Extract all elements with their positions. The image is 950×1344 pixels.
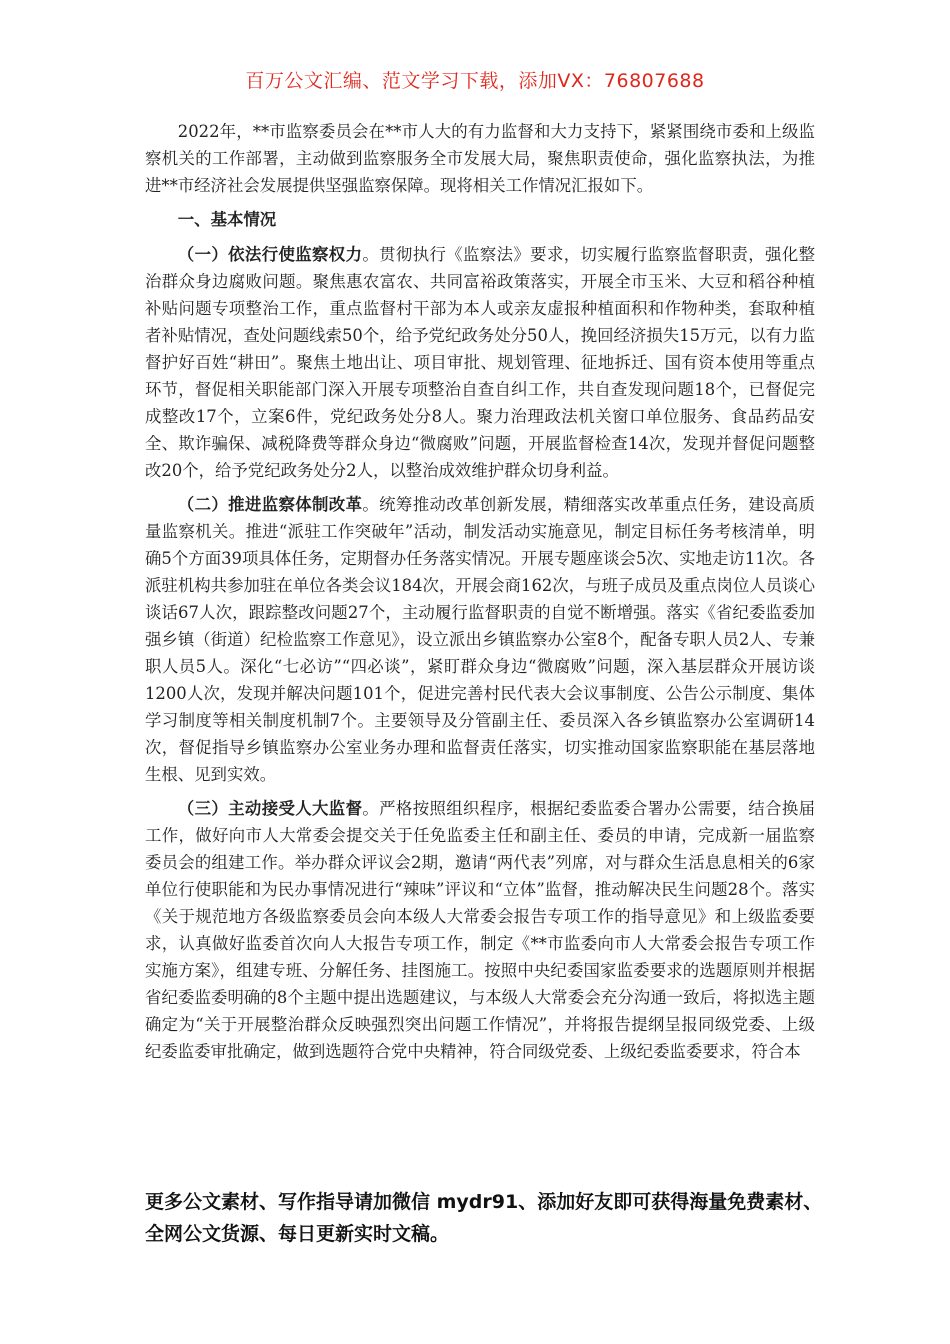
intro-paragraph: 2022年，**市监察委员会在**市人大的有力监督和大力支持下，紧紧围绕市委和上级监察机关的工作部署，主动做到监察服务全市发展大局，聚焦职责使命，强化监察执法，为推进**市经济社会发展提供坚强监察保障。现将相关工作情况汇报如下。 — [145, 122, 815, 195]
paragraph-item-1 — [145, 241, 815, 484]
item-title: （二）推进监察体制改革 — [177, 495, 363, 514]
header-banner: 百万公文汇编、范文学习下载，添加VX：76807688 — [245, 70, 705, 92]
item-text: 。统筹推动改革创新发展，精细落实改革重点任务，建设高质量监察机关。推进“派驻工作突破年”活动，制发活动实施意见，制定目标任务考核清单，明确5个方面39项具体任务，定期督办任务落实情况。开展专题座谈会5次、实地走访11次。各派驻机构共参加驻在单位各类会议184次，开展会商162次，与班子成员及重点岗位人员谈心谈话67人次，跟踪整改问题27个，主动履行监督职责的自觉不断增强。落实《省纪委监委加强乡镇（街道）纪检监察工作意见》，设立派出乡镇监察办公室8个，配备专职人员2人、专兼职人员5人。深化“七必访”“四必谈”，紧盯群众身边“微腐败”问题，深入基层群众开展访谈1200人次，发现并解决问题101个，促进完善村民代表大会议事制度、公告公示制度、集体学习制度等相关制度机制7个。主要领导及分管副主任、委员深入各乡镇监察办公室调研14次，督促指导乡镇监察办公室业务办理和监督责任落实，切实推动国家监察职能在基层落地生根、见到实效。 — [145, 495, 816, 784]
paragraph-item-3 — [145, 795, 815, 1065]
item-title: （三）主动接受人大监督 — [177, 799, 363, 818]
paragraph-item-2 — [145, 491, 815, 788]
item-text: 。贯彻执行《监察法》要求，切实履行监察监督职责，强化整治群众身边腐败问题。聚焦惠农富农、共同富裕政策落实，开展全市玉米、大豆和稻谷种植补贴问题专项整治工作，重点监督村干部为本人或亲友虚报种植面积和作物种类，套取种植者补贴情况，查处问题线索50个，给予党纪政务处分50人，挽回经济损失15万元，以有力监督护好百姓“耕田”。聚焦土地出让、项目审批、规划管理、征地拆迁、国有资本使用等重点环节，督促相关职能部门深入开展专项整治自查自纠工作，共自查发现问题18个，已督促完成整改17个，立案6件，党纪政务处分8人。聚力治理政法机关窗口单位服务、食品药品安全、欺诈骗保、减税降费等群众身边“微腐败”问题，开展监督检查14次，发现并督促问题整改20个，给予党纪政务处分2人，以整治成效维护群众切身利益。 — [145, 245, 816, 480]
item-title: （一）依法行使监察权力 — [177, 245, 363, 264]
document-body — [145, 118, 815, 1072]
item-text: 。严格按照组织程序，根据纪委监委合署办公需要，结合换届工作，做好向市人大常委会提交关于任免监委主任和副主任、委员的申请，完成新一届监察委员会的组建工作。举办群众评议会2期，邀请“两代表”列席，对与群众生活息息相关的6家单位行使职能和为民办事情况进行“辣味”评议和“立体”监督，推动解决民生问题28个。落实《关于规范地方各级监察委员会向本级人大常委会报告专项工作的指导意见》和上级监委要求，认真做好监委首次向人大报告专项工作，制定《**市监委向市人大常委会报告专项工作实施方案》，组建专班、分解任务、挂图施工。按照中央纪委国家监委要求的选题原则并根据省纪委监委明确的8个主题中提出选题建议，与本级人大常委会充分沟通一致后，将拟选主题确定为“关于开展整治群众反映强烈突出问题工作情况”，并将报告提纲呈报同级党委、上级纪委监委审批确定，做到选题符合党中央精神，符合同级党委、上级纪委监委要求，符合本 — [145, 799, 816, 1061]
section-heading: 一、基本情况 — [177, 210, 277, 229]
footer-promo: 更多公文素材、写作指导请加微信 mydr91、添加好友即可获得海量免费素材、全网公文货源、每日更新实时文稿。 — [145, 1191, 823, 1245]
